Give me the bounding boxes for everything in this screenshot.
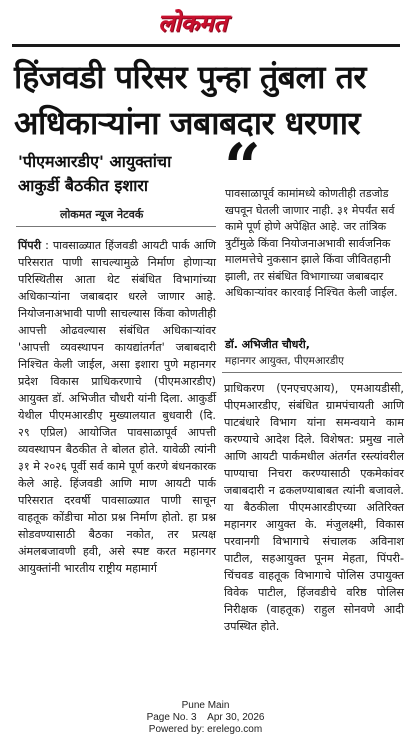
- newspaper-logo: लोकमत: [158, 8, 227, 37]
- article-subhead: 'पीएमआरडीए' आयुक्तांचा आकुर्डी बैठकीत इशारा: [18, 152, 172, 195]
- page-footer: [0, 700, 411, 736]
- dateline: पिंपरी: [18, 239, 42, 252]
- footer-page: Page No. 3: [146, 712, 197, 723]
- masthead-rule: [12, 44, 400, 47]
- footer-date: Apr 30, 2026: [207, 712, 265, 723]
- footer-page-date: [0, 712, 411, 724]
- body-left-text: : पावसाळ्यात हिंजवडी आयटी पार्क आणि परिसरात पाणी साचल्यामुळे निर्माण होणाऱ्या परिस्थितीस आता थेट संबंधित विभागांच्या अधिकाऱ्यांना जबाबदार धरले जाणार आहे. नियोजनाअभावी पाणी साचल्यास किंवा कोणतीही आपत्ती ओढवल्यास संबंधित अधिकाऱ्यांवर 'आपत्ती व्यवस्थापन कायद्यांतर्गत' जबाबदारी निश्चित केली जाईल, असा इशारा पुणे महानगर प्रदेश विकास प्राधिकरणाचे (पीएमआरडीए) आयुक्त डॉ. अभिजीत चौधरी यांनी दिला. आकुर्डी येथील पीएमआरडीए मुख्यालयात बुधवारी (दि. २९ एप्रिल) आयोजित पावसाळापूर्व आपत्ती व्यवस्थापन बैठकीत ते बोलत होते. यावेळी त्यांनी ३१ मे २०२६ पूर्वी सर्व कामे पूर्ण करणे बंधनकारक केले आहे. हिंजवडी आणि माण आयटी पार्क परिसरात दरवर्षी पावसाळ्यात पाणी साचून वाहतूक कोंडीचा मोठा प्रश्न निर्माण होतो. हा प्रश्न सोडवण्यासाठी बैठका नकोत, तर प्रत्यक्ष अंमलबजावणी हवी, असे स्पष्ट करत महानगर आयुक्तांनी भारतीय राष्ट्रीय महामार्ग: [18, 239, 216, 575]
- footer-edition: Pune Main: [181, 700, 230, 711]
- footer-powered-by[interactable]: Powered by: erelego.com: [148, 724, 263, 735]
- pull-quote: पावसाळापूर्व कामांमध्ये कोणतीही तडजोड खपवून घेतली जाणार नाही. ३१ मेपर्यंत सर्व कामे पूर्ण होणे अपेक्षित आहे. जर तांत्रिक त्रुटींमुळे किंवा नियोजनाअभावी सार्वजनिक मालमत्तेचे नुकसान झाले किंवा जीवितहानी झाली, तर संबंधित विभागाच्या जबाबदार अधिकाऱ्यांवर कारवाई निश्चित केली जाईल.: [225, 187, 398, 299]
- article-body-left: [18, 237, 216, 577]
- quote-author: डॉ. अभिजीत चौधरी,: [225, 338, 310, 351]
- quote-author-role: महानगर आयुक्त, पीएमआरडीए: [225, 355, 344, 367]
- quote-mark-icon: “: [224, 130, 261, 205]
- article-body-right: प्राधिकरण (एनएचएआय), एमआयडीसी, पीएमआरडीए, संबंधित ग्रामपंचायती आणि पाटबंधारे विभाग यांना समन्वयाने काम करण्याचे आदेश दिले. विशेषत: प्रमुख नाले आणि आयटी पार्कमधील अंतर्गत रस्त्यांवरील पाण्याचा निचरा करण्यासाठी एकमेकांवर जबाबदारी न ढकलण्याबाबत त्यांनी बजावले. या बैठकीला पीएमआरडीएच्या अतिरिक्त महानगर आयुक्त के. मंजुलक्ष्मी, विकास परवानगी विभागाचे संचालक अविनाश पाटील, सहआयुक्त पूनम मेहता, पिंपरी-चिंचवड वाहतूक विभागाचे पोलिस उपायुक्त विवेक पाटील, हिंजवडीचे वरिष्ठ पोलिस निरीक्षक (वाहतूक) राहुल सोनवणे आदी उपस्थित होते.: [224, 382, 404, 633]
- quote-divider: [222, 372, 402, 373]
- masthead: [0, 0, 411, 50]
- article-byline: लोकमत न्यूज नेटवर्क: [60, 208, 144, 221]
- byline-divider: [16, 226, 216, 227]
- article-headline: हिंजवडी परिसर पुन्हा तुंबला तर अधिकाऱ्यांना जबाबदार धरणार: [14, 58, 366, 142]
